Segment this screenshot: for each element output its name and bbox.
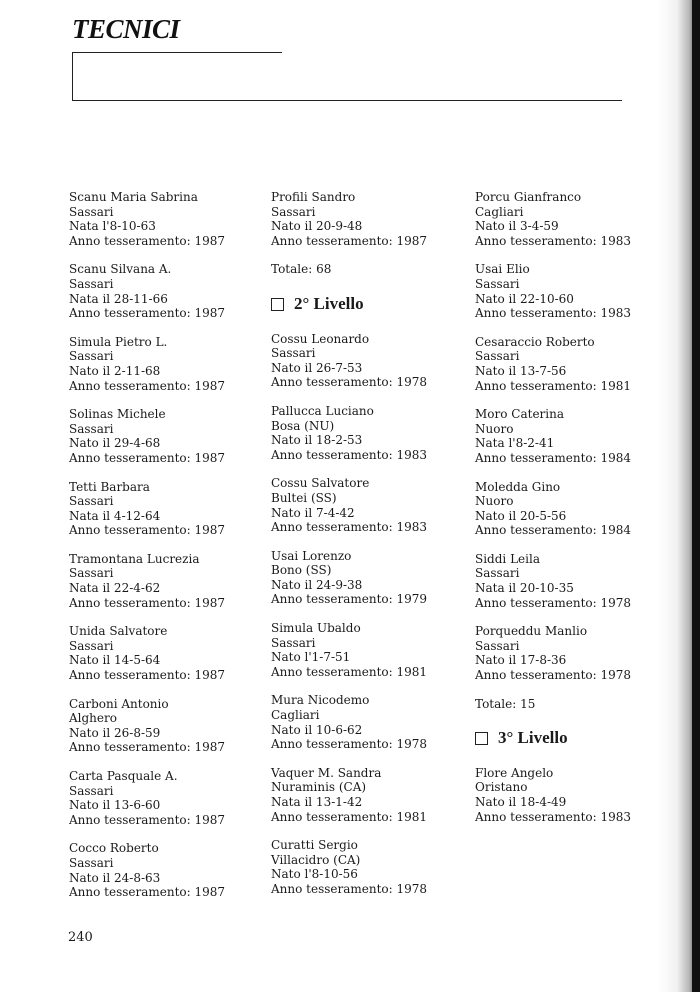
technician-entry [475,262,665,320]
entry-membership-year: Anno tesseramento: 1983 [475,809,632,824]
entry-name: Solinas Michele [69,407,166,422]
entry-birth: Nato il 13-6-60 [69,798,161,813]
entry-membership-year: Anno tesseramento: 1983 [271,447,428,462]
entry-birth: Nato il 10-6-62 [271,722,363,737]
checkbox-icon [271,298,284,311]
entry-membership-year: Anno tesseramento: 1979 [271,592,428,607]
entry-place: Cagliari [271,708,320,723]
section-heading [271,293,461,313]
entry-place: Oristano [475,780,528,795]
entry-place: Sassari [271,204,316,219]
section-heading-label: 2° Livello [294,293,364,313]
technician-entry [69,262,259,320]
entry-membership-year: Anno tesseramento: 1981 [475,378,632,393]
entry-name: Unida Salvatore [69,624,168,639]
technician-entry [475,766,665,824]
entry-name: Curatti Sergio [271,838,358,853]
technician-entry [271,693,461,751]
entry-birth: Nato il 26-7-53 [271,360,363,375]
entry-place: Sassari [69,855,114,870]
technician-entry [475,190,665,248]
title-frame [72,52,622,100]
entry-membership-year: Anno tesseramento: 1987 [69,885,226,900]
entry-membership-year: Anno tesseramento: 1978 [271,375,428,390]
entry-membership-year: Anno tesseramento: 1987 [69,668,226,683]
entry-name: Cossu Salvatore [271,476,370,491]
entry-place: Sassari [475,638,520,653]
entry-birth: Nato il 3-4-59 [475,219,559,234]
entry-birth: Nato il 17-8-36 [475,653,567,668]
entry-place: Nuoro [475,421,514,436]
total-count: Totale: 68 [271,262,332,277]
entry-name: Flore Angelo [475,765,554,780]
entry-name: Cossu Leonardo [271,331,370,346]
entry-birth: Nato il 18-4-49 [475,795,567,809]
technician-entry [69,335,259,393]
total-count: Totale: 15 [475,696,536,711]
entry-birth: Nato il 24-8-63 [69,870,161,885]
technician-entry [69,841,259,899]
frame-left-rule [72,52,73,100]
entry-membership-year: Anno tesseramento: 1983 [475,306,632,321]
entry-name: Porcu Gianfranco [475,190,582,204]
entry-birth: Nata il 28-11-66 [69,291,168,306]
entry-birth: Nata l'8-10-63 [69,219,156,234]
technician-entry [271,549,461,607]
entry-name: Carboni Antonio [69,696,169,711]
entry-membership-year: Anno tesseramento: 1987 [69,812,226,827]
entry-birth: Nata il 13-1-42 [271,795,363,809]
technician-entry [69,624,259,682]
technician-entry [271,476,461,534]
entry-membership-year: Anno tesseramento: 1987 [69,378,226,393]
technician-entry [475,335,665,393]
technician-entry [271,838,461,896]
entry-name: Siddi Leila [475,551,540,566]
entry-place: Cagliari [475,204,524,219]
technician-entry [69,190,259,248]
frame-top-rule [72,52,282,53]
entry-membership-year: Anno tesseramento: 1987 [69,233,226,248]
page-number: 240 [68,930,93,945]
entry-name: Simula Pietro L. [69,334,168,349]
entry-name: Simula Ubaldo [271,621,361,636]
section-heading [475,728,665,748]
entry-name: Cocco Roberto [69,841,159,856]
entry-place: Bono (SS) [271,563,332,578]
technician-entry [475,407,665,465]
entry-place: Sassari [69,494,114,509]
entry-membership-year: Anno tesseramento: 1983 [271,520,428,535]
entry-place: Sassari [69,566,114,581]
entry-place: Sassari [69,783,114,798]
column-2 [271,190,461,911]
entry-place: Sassari [69,349,114,364]
checkbox-icon [475,732,488,745]
technician-entry [271,332,461,390]
entry-place: Sassari [475,566,520,581]
technician-entry [271,766,461,824]
entry-place: Sassari [271,635,316,650]
entry-birth: Nato il 18-2-53 [271,433,363,448]
entry-birth: Nato il 20-9-48 [271,219,363,234]
entry-place: Bosa (NU) [271,418,335,433]
binding-shadow [692,0,700,992]
entry-membership-year: Anno tesseramento: 1978 [271,737,428,752]
entry-birth: Nata l'8-2-41 [475,436,555,451]
entry-name: Moro Caterina [475,407,565,422]
entry-membership-year: Anno tesseramento: 1987 [69,595,226,610]
technician-entry [475,480,665,538]
entry-place: Sassari [69,638,114,653]
technician-entry [271,404,461,462]
entry-name: Scanu Maria Sabrina [69,190,198,204]
entry-name: Usai Elio [475,262,530,277]
entry-place: Sassari [475,276,520,291]
frame-bottom-rule [72,100,622,101]
entry-place: Sassari [475,349,520,364]
entry-membership-year: Anno tesseramento: 1984 [475,523,632,538]
technician-entry [69,697,259,755]
technician-entry [271,621,461,679]
entry-birth: Nato il 22-10-60 [475,291,574,306]
technician-entry [69,407,259,465]
entry-birth: Nato il 2-11-68 [69,363,161,378]
entry-name: Tetti Barbara [69,479,150,494]
entry-name: Pallucca Luciano [271,403,374,418]
technician-entry [475,552,665,610]
entry-birth: Nato il 13-7-56 [475,363,567,378]
entry-place: Nuraminis (CA) [271,780,367,795]
entry-membership-year: Anno tesseramento: 1987 [271,233,428,248]
entry-birth: Nato l'1-7-51 [271,650,351,665]
technician-entry [69,480,259,538]
entry-birth: Nato il 14-5-64 [69,653,161,668]
entry-place: Bultei (SS) [271,490,337,505]
entry-membership-year: Anno tesseramento: 1987 [69,523,226,538]
entry-place: Sassari [69,421,114,436]
entry-birth: Nata il 4-12-64 [69,508,161,523]
technician-entry [69,552,259,610]
technician-entry [69,769,259,827]
entry-place: Alghero [69,711,117,726]
entry-name: Tramontana Lucrezia [69,551,200,566]
entry-birth: Nata il 20-10-35 [475,581,574,596]
column-3 [475,190,665,838]
entry-birth: Nato il 24-9-38 [271,577,363,592]
entry-name: Mura Nicodemo [271,693,370,708]
entry-membership-year: Anno tesseramento: 1987 [69,306,226,321]
entry-name: Scanu Silvana A. [69,262,172,277]
entry-membership-year: Anno tesseramento: 1981 [271,664,428,679]
entry-membership-year: Anno tesseramento: 1978 [475,668,632,683]
entry-name: Vaquer M. Sandra [271,765,382,780]
book-binding-edge [658,0,700,992]
entry-birth: Nato il 20-5-56 [475,508,567,523]
page-title: TECNICI [72,14,180,44]
entry-membership-year: Anno tesseramento: 1978 [271,881,428,896]
entry-membership-year: Anno tesseramento: 1984 [475,450,632,465]
technician-entry [475,624,665,682]
entry-birth: Nata il 22-4-62 [69,581,161,596]
entry-name: Profili Sandro [271,190,356,204]
entry-place: Sassari [69,204,114,219]
entry-membership-year: Anno tesseramento: 1978 [475,595,632,610]
entry-name: Porqueddu Manlio [475,624,588,639]
entry-name: Usai Lorenzo [271,548,352,563]
entry-membership-year: Anno tesseramento: 1987 [69,450,226,465]
entry-name: Moledda Gino [475,479,561,494]
entry-birth: Nato il 29-4-68 [69,436,161,451]
entry-membership-year: Anno tesseramento: 1981 [271,809,428,824]
entry-birth: Nato il 26-8-59 [69,725,161,740]
technician-entry [271,190,461,248]
entry-place: Villacidro (CA) [271,852,361,867]
column-1 [69,190,259,914]
entry-membership-year: Anno tesseramento: 1983 [475,233,632,248]
entry-place: Nuoro [475,494,514,509]
entry-place: Sassari [69,276,114,291]
entry-name: Cesaraccio Roberto [475,334,595,349]
entry-place: Sassari [271,346,316,361]
entry-birth: Nato l'8-10-56 [271,867,358,882]
entry-birth: Nato il 7-4-42 [271,505,355,520]
entry-name: Carta Pasquale A. [69,769,178,783]
section-heading-label: 3° Livello [498,728,568,748]
entry-membership-year: Anno tesseramento: 1987 [69,740,226,755]
